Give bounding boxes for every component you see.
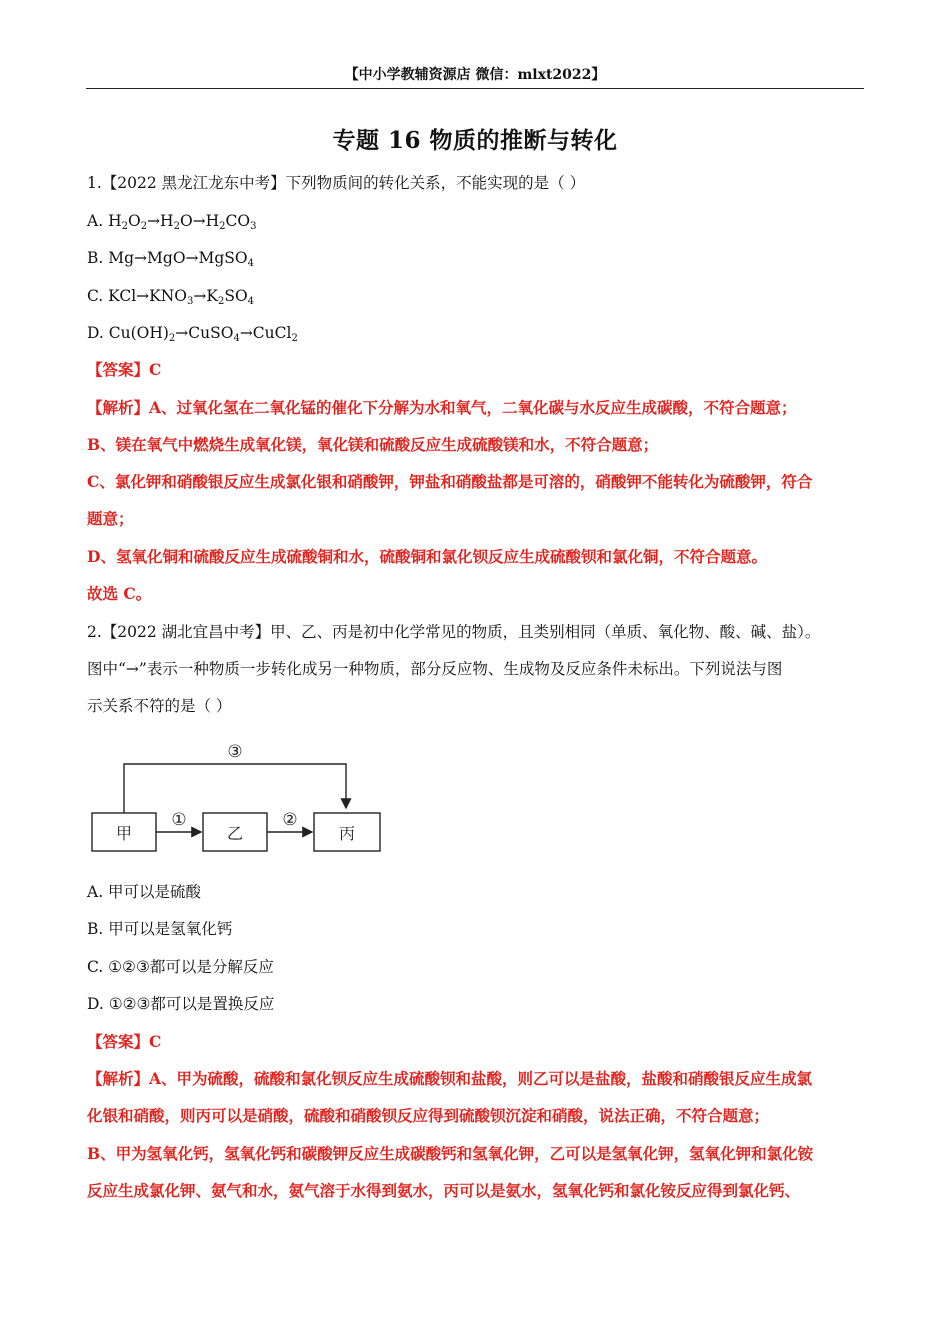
- q2-option-a: A. 甲可以是硫酸: [87, 883, 202, 901]
- q2-analysis-line: 【解析】A、甲为硫酸，硫酸和氯化钡反应生成硫酸钡和盐酸，则乙可以是盐酸，盐酸和硝酸银反应生成氯: [87, 1069, 813, 1088]
- box-yi-label: 乙: [226, 824, 244, 843]
- q1-analysis-line: 题意；: [87, 509, 134, 528]
- arrow-3-path: [124, 764, 346, 815]
- q1-analysis-line: 故选 C。: [87, 584, 152, 603]
- q1-stem: 1.【2022 黑龙江龙东中考】下列物质间的转化关系，不能实现的是（ ）: [87, 174, 586, 192]
- q2-stem-line: 示关系不符的是（ ）: [87, 697, 232, 715]
- q1-option-b: B. Mg→MgO→MgSO$_4$: [87, 249, 255, 269]
- arrow-3-label: ③: [227, 742, 243, 762]
- q1-option-a: A. $H_2O_2\to H_2O\to H_2CO_3$: [87, 212, 257, 232]
- arrow-1-label: ①: [171, 810, 187, 830]
- q1-analysis-line: D、氢氧化铜和硫酸反应生成硫酸铜和水，硫酸铜和氯化钡反应生成硫酸钡和氯化铜，不符合题意。: [87, 547, 767, 566]
- conversion-diagram: [87, 735, 397, 860]
- q1-analysis-line: 【解析】A、过氧化氢在二氧化锰的催化下分解为水和氧气，二氧化碳与水反应生成碳酸，不符合题意；: [87, 398, 797, 417]
- q1-option-c: C. $KCl\to KNO_3\to K_2SO_4$: [87, 287, 255, 307]
- q1-answer: 【答案】C: [87, 360, 162, 379]
- box-bing-label: 丙: [338, 824, 356, 843]
- page-header: 【中小学教辅资源店 微信：mlxt2022】: [344, 67, 606, 83]
- q2-answer: 【答案】C: [87, 1032, 162, 1051]
- q2-analysis-line: 化银和硝酸，则丙可以是硝酸，硫酸和硝酸钡反应得到硫酸钡沉淀和硝酸，说法正确，不符合题意；: [87, 1106, 770, 1125]
- arrow-2-label: ②: [282, 810, 298, 830]
- q2-option-b: B. 甲可以是氢氧化钙: [87, 920, 233, 938]
- q2-analysis-line: 反应生成氯化钾、氨气和水，氨气溶于水得到氨水，丙可以是氨水，氢氧化钙和氯化铵反应得到氯化钙、: [87, 1181, 801, 1200]
- q2-stem-line: 2.【2022 湖北宜昌中考】甲、乙、丙是初中化学常见的物质，且类别相同（单质、氧化物、酸、碱、盐）。: [87, 623, 821, 641]
- box-jia-label: 甲: [115, 824, 133, 843]
- q2-stem-line: 图中“→”表示一种物质一步转化成另一种物质，部分反应物、生成物及反应条件未标出。下列说法与图: [87, 660, 783, 678]
- header-divider: [86, 88, 864, 89]
- page-title: 专题 16 物质的推断与转化: [332, 127, 618, 154]
- q2-option-d: D. ①②③都可以是置换反应: [87, 995, 275, 1013]
- q1-analysis-line: B、镁在氧气中燃烧生成氧化镁，氧化镁和硫酸反应生成硫酸镁和水，不符合题意；: [87, 435, 659, 454]
- q2-option-c: C. ①②③都可以是分解反应: [87, 958, 274, 976]
- q1-analysis-line: C、氯化钾和硝酸银反应生成氯化银和硝酸钾，钾盐和硝酸盐都是可溶的，硝酸钾不能转化为硫酸钾，符合: [87, 472, 813, 491]
- q1-option-d: D. $Cu(OH)_2\to CuSO_4\to CuCl_2$: [87, 324, 298, 344]
- q2-analysis-line: B、甲为氢氧化钙，氢氧化钙和碳酸钾反应生成碳酸钙和氢氧化钾，乙可以是氢氧化钾，氢氧化钾和氯化铵: [87, 1144, 814, 1163]
